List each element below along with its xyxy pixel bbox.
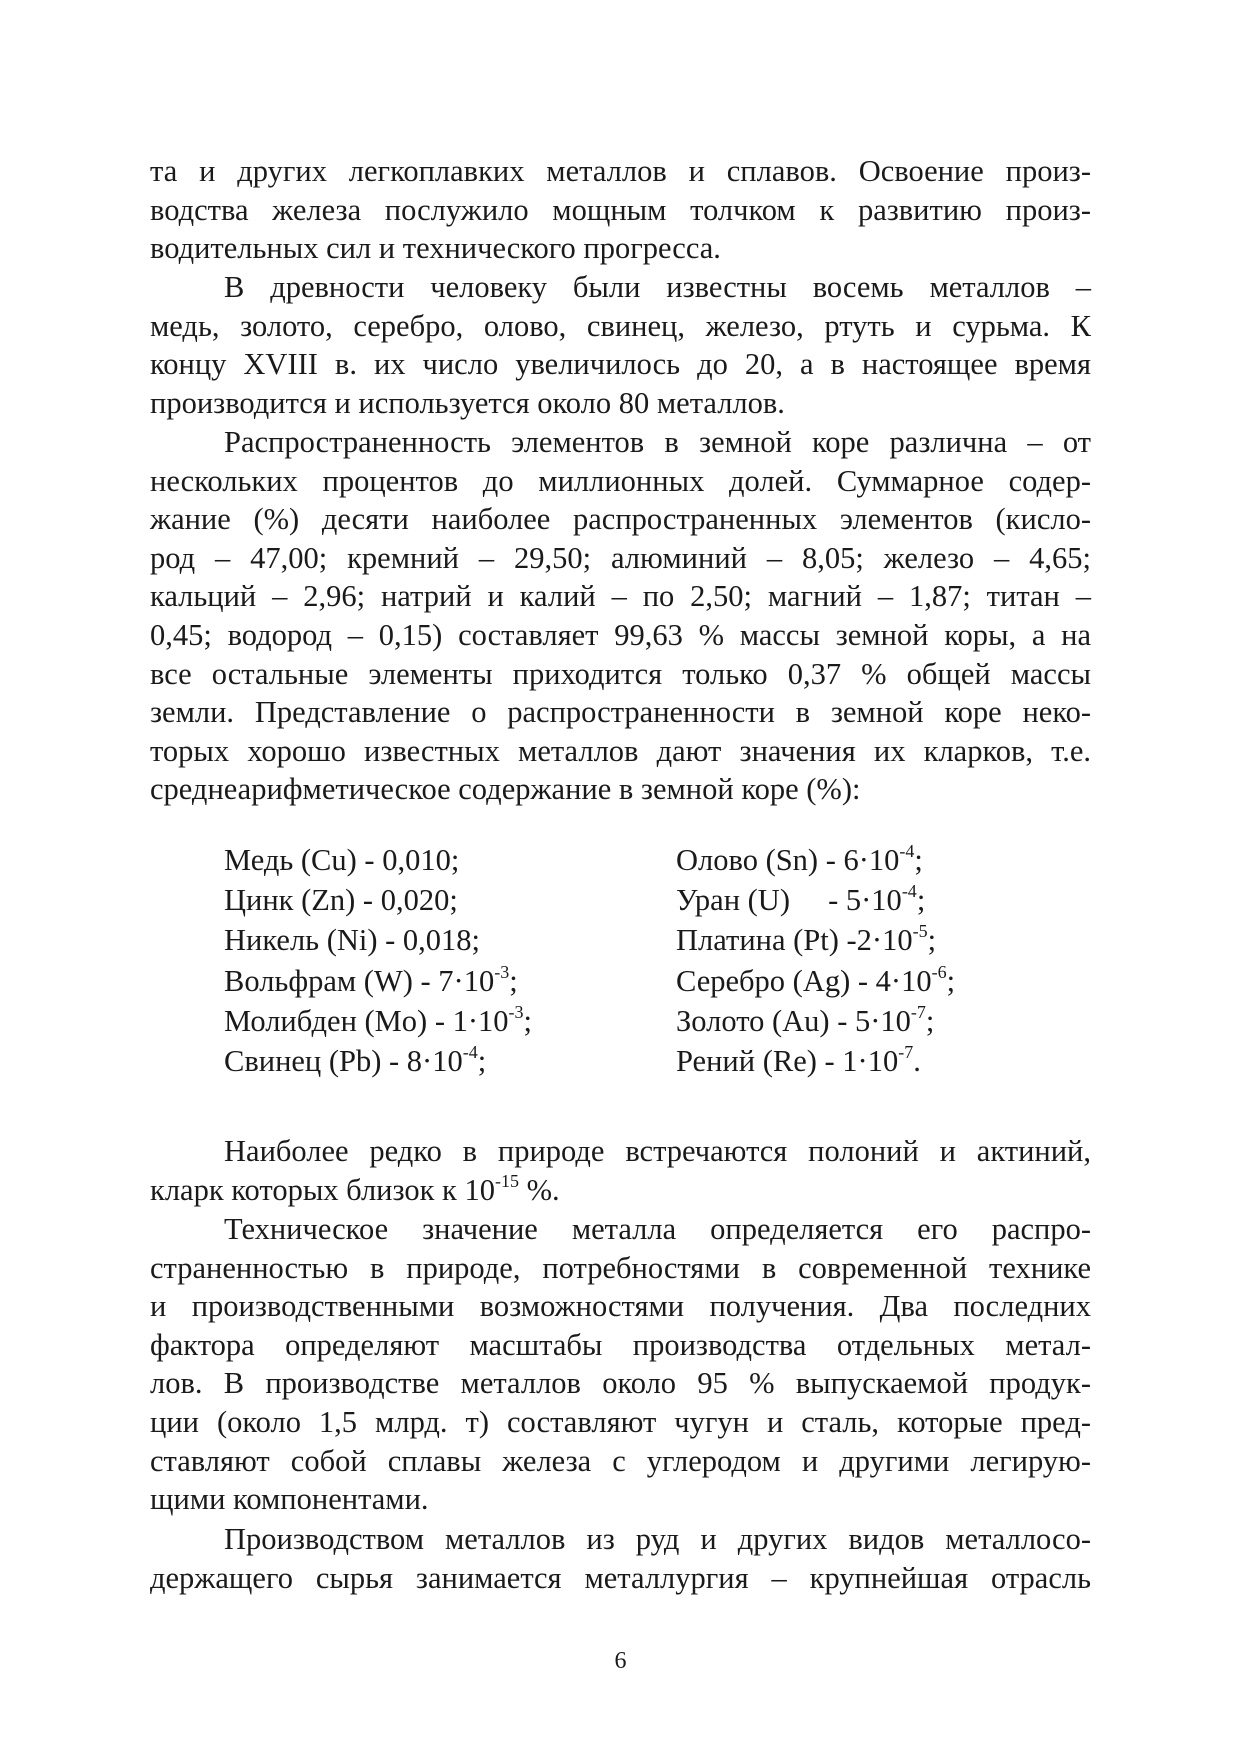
text-line: держащего сырья занимается металлургия – крупнейшая отрасль	[150, 1560, 1091, 1595]
text-line: та и других легкоплавких металлов и сплавов. Освоение произ-	[150, 154, 1091, 188]
paragraph-4	[150, 1132, 1091, 1209]
text-line: кальций – 2,96; натрий и калий – по 2,50; магний – 1,87; титан –	[150, 579, 1091, 614]
text-line: Распространенность элементов в земной коре различна – от	[224, 425, 1091, 459]
paragraph-2	[150, 268, 1091, 422]
text-line: Наиболее редко в природе встречаются полоний и актиний,	[224, 1134, 1091, 1168]
text-line: медь, золото, серебро, олово, свинец, железо, ртуть и сурьма. К	[150, 308, 1091, 343]
text-line: среднеарифметическое содержание в земной коре (%):	[150, 772, 861, 807]
text-line: кларк которых близок к $10^{-15}$ %.	[150, 1170, 560, 1207]
clarke-column-right	[676, 840, 955, 1081]
clarke-item-zinc: Цинк (Zn) - 0,020;	[224, 883, 458, 918]
paragraph-5	[150, 1210, 1091, 1519]
clarke-item-tungsten: Вольфрам $(W) - 7\cdot 10^{-3}$;	[224, 961, 518, 998]
clarke-item-nickel: Никель (Ni) - 0,018;	[224, 923, 481, 958]
clarke-item-copper: Медь (Cu) - 0,010;	[224, 843, 460, 877]
text-line: ции (около 1,5 млрд. т) составляют чугун и сталь, которые пред-	[150, 1404, 1091, 1439]
clarke-item-molybdenum: Молибден $(Mo) - 1\cdot 10^{-3}$;	[224, 1001, 532, 1038]
paragraph-3	[150, 423, 1091, 809]
text-line: концу XVIII в. их число увеличилось до 20, а в настоящее время	[150, 347, 1091, 382]
text-line: Производством металлов из руд и других видов металлосо-	[224, 1522, 1091, 1556]
text-line: фактора определяют масштабы производства отдельных метал-	[150, 1327, 1091, 1362]
text-line: страненностью в природе, потребностями в современной технике	[150, 1250, 1091, 1285]
text-line: род – 47,00; кремний – 29,50; алюминий – 8,05; железо – 4,65;	[150, 540, 1091, 575]
text-line: водительных сил и технического прогресса.	[150, 231, 721, 266]
clarke-item-silver: Серебро $(Ag) - 4\cdot 10^{-6}$;	[676, 961, 956, 998]
text-line: и производственными возможностями получения. Два последних	[150, 1289, 1091, 1324]
text-line: щими компонентами.	[150, 1482, 429, 1517]
paragraph-1	[150, 152, 1091, 268]
clarke-column-left	[224, 840, 532, 1081]
clarke-item-gold: Золото $(Au) - 5\cdot 10^{-7}$;	[676, 1001, 935, 1038]
text-line: производится и используется около 80 металлов.	[150, 385, 785, 420]
clarke-item-rhenium: Рений $(Re) - 1\cdot 10^{-7}$.	[676, 1041, 921, 1078]
text-line: земли. Представление о распространенности в земной коре неко-	[150, 695, 1091, 730]
paragraph-6	[150, 1520, 1091, 1597]
text-line: 0,45; водород – 0,15) составляет 99,63 % массы земной коры, а на	[150, 617, 1091, 652]
clarke-item-lead: Свинец $(Pb) - 8\cdot 10^{-4}$;	[224, 1041, 487, 1078]
text-line: жание (%) десяти наиболее распространенных элементов (кисло-	[150, 502, 1091, 537]
text-line: Техническое значение металла определяется его распро-	[224, 1212, 1091, 1246]
text-line: В древности человеку были известны восемь металлов –	[224, 270, 1091, 304]
clarke-item-tin: Олово $(Sn) - 6\cdot 10^{-4}$;	[676, 841, 923, 877]
clarke-item-platinum: Платина (Pt) $-2\cdot 10^{-5}$;	[676, 921, 937, 958]
text-line: ставляют собой сплавы железа с углеродом и другими легирую-	[150, 1443, 1091, 1478]
page-number: 6	[614, 1648, 627, 1674]
text-line: все остальные элементы приходится только 0,37 % общей массы	[150, 656, 1091, 691]
text-line: водства железа послужило мощным толчком к развитию произ-	[150, 192, 1091, 227]
text-line: нескольких процентов до миллионных долей. Суммарное содер-	[150, 463, 1091, 498]
text-line: лов. В производстве металлов около 95 % выпускаемой продук-	[150, 1366, 1091, 1401]
text-line: торых хорошо известных металлов дают значения их кларков, т.е.	[150, 733, 1091, 768]
clarke-item-uranium: Уран (U) - $5\cdot 10^{-4}$;	[676, 881, 926, 918]
